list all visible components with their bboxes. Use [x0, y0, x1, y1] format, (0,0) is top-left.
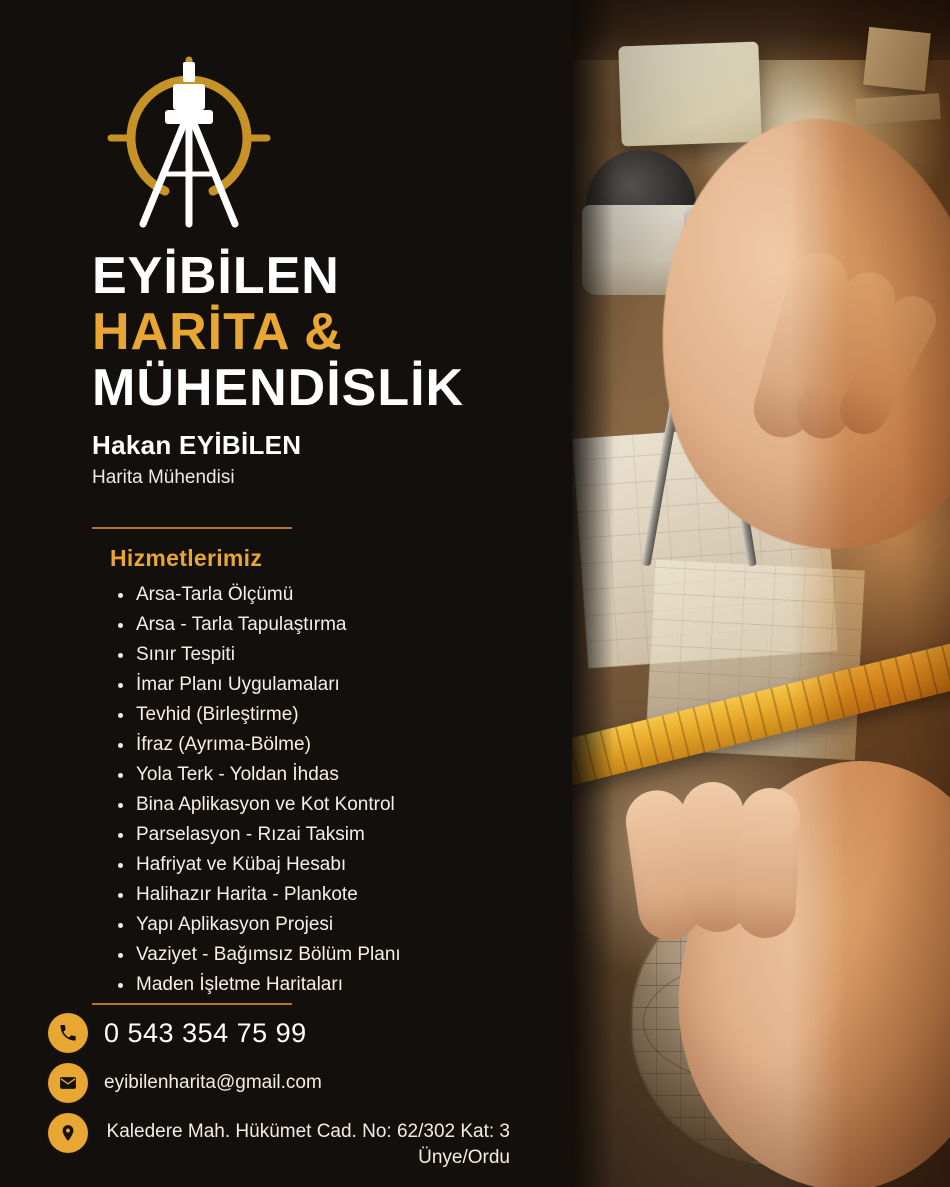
brand-line-1: EYİBİLEN — [92, 247, 340, 305]
contact-section — [48, 1013, 548, 1181]
contact-email-row[interactable] — [48, 1063, 548, 1103]
envelope-icon — [48, 1063, 88, 1103]
address-line-1: Kaledere Mah. Hükümet Cad. No: 62/302 Kat: 3 — [106, 1121, 510, 1142]
person-name: Hakan EYİBİLEN — [92, 430, 302, 460]
list-item: İfraz (Ayrıma-Bölme) — [92, 730, 562, 760]
list-item: Tevhid (Birleştirme) — [92, 700, 562, 730]
list-item: İmar Planı Uygulamaları — [92, 670, 562, 700]
list-item: Parselasyon - Rızai Taksim — [92, 820, 562, 850]
brand-block — [92, 248, 562, 489]
photo-vignette — [572, 0, 950, 1187]
services-title: Hizmetlerimiz — [110, 545, 263, 571]
photo-left-fade — [572, 0, 614, 1187]
services-section — [92, 545, 562, 1000]
list-item: Hafriyat ve Kübaj Hesabı — [92, 850, 562, 880]
list-item: Arsa-Tarla Ölçümü — [92, 580, 562, 610]
contact-phone-row[interactable] — [48, 1013, 548, 1053]
address-line-2: Ünye/Ordu — [418, 1147, 510, 1168]
address-text — [104, 1113, 510, 1171]
list-item: Sınır Tespiti — [92, 640, 562, 670]
list-item: Yapı Aplikasyon Projesi — [92, 910, 562, 940]
brand-line-3: MÜHENDİSLİK — [92, 359, 465, 417]
list-item: Maden İşletme Haritaları — [92, 970, 562, 1000]
surveying-tripod-compass-logo — [103, 48, 275, 234]
divider-top — [92, 527, 292, 529]
list-item: Bina Aplikasyon ve Kot Kontrol — [92, 790, 562, 820]
phone-number: 0 543 354 75 99 — [104, 1017, 307, 1048]
divider-bottom — [92, 1003, 292, 1005]
brand-line-2: HARİTA & — [92, 303, 343, 361]
person-role: Harita Mühendisi — [92, 467, 235, 488]
map-pin-icon — [48, 1113, 88, 1153]
phone-icon — [48, 1013, 88, 1053]
services-list — [92, 580, 562, 1000]
list-item: Vaziyet - Bağımsız Bölüm Planı — [92, 940, 562, 970]
photo-panel — [572, 0, 950, 1187]
email-address: eyibilenharita@gmail.com — [104, 1072, 322, 1093]
list-item: Yola Terk - Yoldan İhdas — [92, 760, 562, 790]
list-item: Halihazır Harita - Plankote — [92, 880, 562, 910]
list-item: Arsa - Tarla Tapulaştırma — [92, 610, 562, 640]
contact-address-row[interactable] — [48, 1113, 548, 1171]
